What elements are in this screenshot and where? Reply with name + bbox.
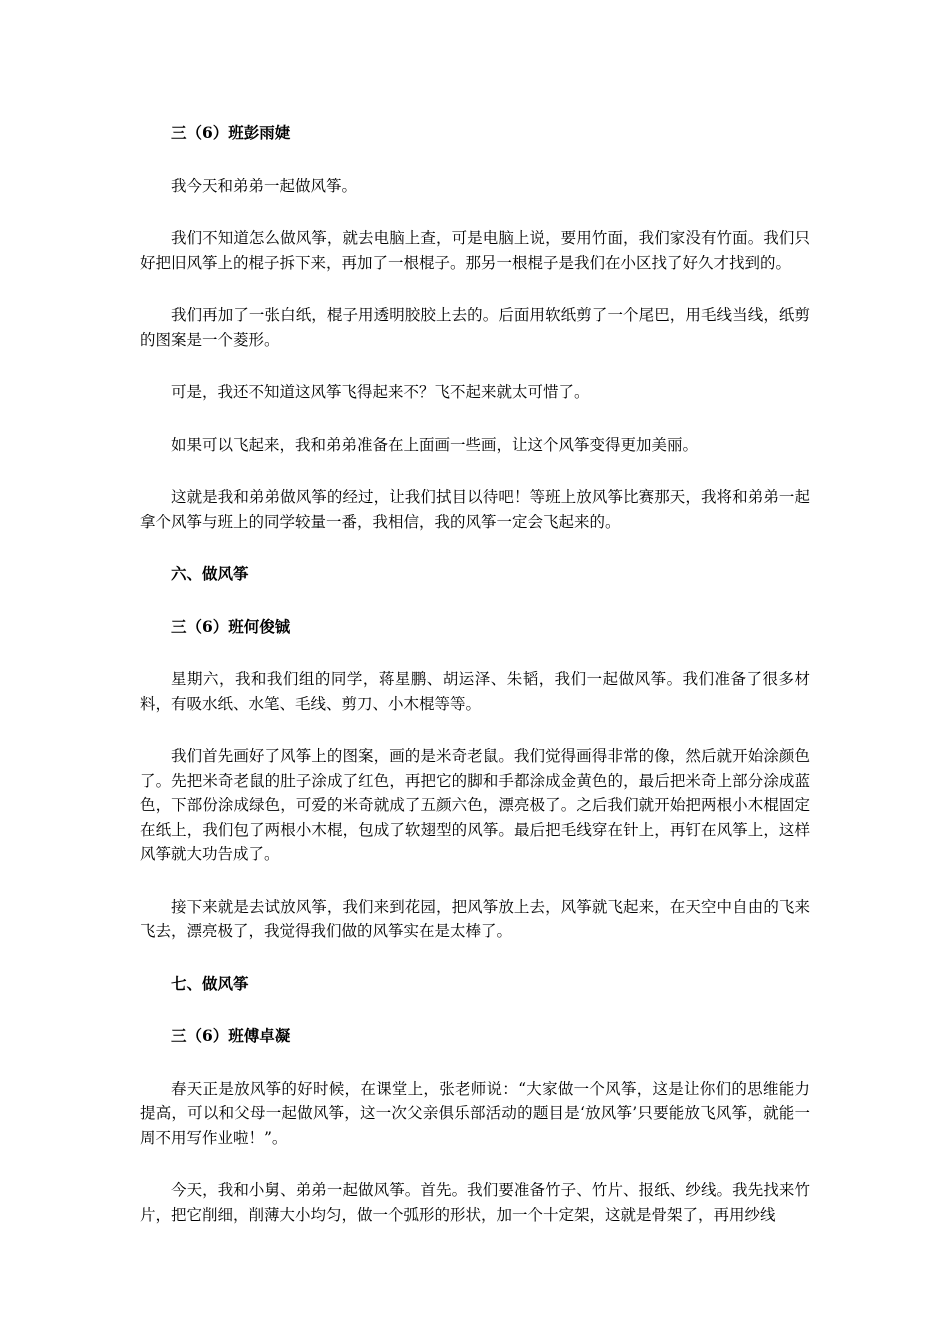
- paragraph: 我们不知道怎么做风筝，就去电脑上查，可是电脑上说，要用竹面，我们家没有竹面。我们只好把旧风筝上的棍子拆下来，再加了一根棍子。那另一根棍子是我们在小区找了好久才找到的。: [140, 229, 810, 272]
- paragraph: 今天，我和小舅、弟弟一起做风筝。首先。我们要准备竹子、竹片、报纸、纱线。我先找来竹片，把它削细，削薄大小均匀，做一个弧形的形状，加一个十定架，这就是骨架了，再用纱线: [140, 1181, 810, 1224]
- paragraph: 我们再加了一张白纸，棍子用透明胶胶上去的。后面用软纸剪了一个尾巴，用毛线当线，纸剪的图案是一个菱形。: [140, 306, 810, 349]
- section-heading-seven: 七、做风筝: [171, 973, 249, 993]
- paragraph: 接下来就是去试放风筝，我们来到花园，把风筝放上去，风筝就飞起来，在天空中自由的飞来飞去，漂亮极了，我觉得我们做的风筝实在是太棒了。: [140, 897, 810, 940]
- author-heading-he-juncheng: 三（6）班何俊铖: [171, 616, 291, 636]
- paragraph: 我今天和弟弟一起做风筝。: [171, 176, 358, 195]
- section-heading-six: 六、做风筝: [171, 564, 249, 583]
- author-heading-peng-yujie: 三（6）班彭雨婕: [171, 123, 291, 142]
- document-body: [140, 121, 810, 1255]
- paragraph: 星期六，我和我们组的同学，蒋星鹏、胡运泽、朱韬，我们一起做风筝。我们准备了很多材料，有吸水纸、水笔、毛线、剪刀、小木棍等等。: [140, 670, 810, 713]
- paragraph: 可是，我还不知道这风筝飞得起来不？飞不起来就太可惜了。: [171, 383, 590, 401]
- paragraph: 春天正是放风筝的好时候，在课堂上，张老师说：“大家做一个风筝，这是让你们的思维能力提高，可以和父母一起做风筝，这一次父亲俱乐部活动的题目是‘放风筝’只要能放飞风筝，就能一周不用写作业啦！”。: [140, 1079, 810, 1147]
- paragraph: 这就是我和弟弟做风筝的经过，让我们拭目以待吧！等班上放风筝比赛那天，我将和弟弟一起拿个风筝与班上的同学较量一番，我相信，我的风筝一定会飞起来的。: [140, 488, 810, 531]
- paragraph: 如果可以飞起来，我和弟弟准备在上面画一些画，让这个风筝变得更加美丽。: [171, 435, 699, 454]
- author-heading-fu-zhuoning: 三（6）班傅卓凝: [171, 1026, 291, 1045]
- paragraph: 我们首先画好了风筝上的图案，画的是米奇老鼠。我们觉得画得非常的像，然后就开始涂颜色了。先把米奇老鼠的肚子涂成了红色，再把它的脚和手都涂成金黄色的，最后把米奇上部分涂成蓝色，下部份涂成绿色，可爱的米奇就成了五颜六色，漂亮极了。之后我们就开始把两根小木棍固定在纸上，我们包了两根小木棍，包成了软翅型的风筝。最后把毛线穿在针上，再钉在风筝上，这样风筝就大功告成了。: [140, 747, 810, 863]
